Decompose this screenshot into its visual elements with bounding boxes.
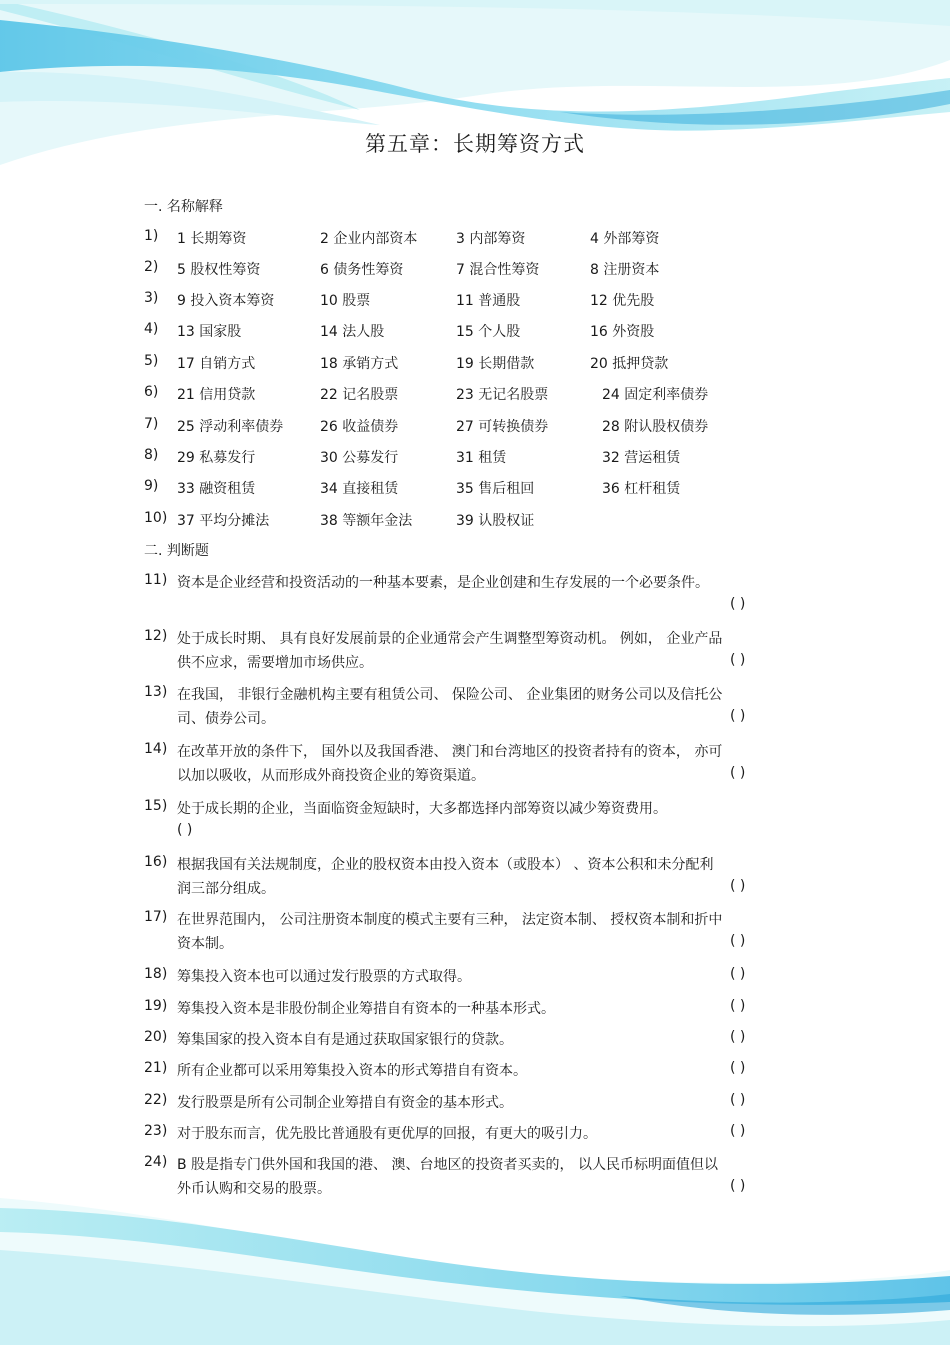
term-row-number: 9) [144,478,159,494]
question-number: 19) [144,998,168,1014]
term-item: 31 租赁 [456,450,507,466]
question-text-continued: 润三部分组成。 [177,881,275,897]
term-row [144,478,844,498]
term-item: 10 股票 [320,293,371,309]
question-text: 处于成长时期、 具有良好发展前景的企业通常会产生调整型筹资动机。 例如， 企业产品 [177,631,723,647]
term-row [144,259,844,279]
question-text-continued: 资本制。 [177,936,233,952]
term-row-number: 8) [144,447,159,463]
term-item: 25 浮动利率债券 [177,419,284,435]
question-number: 23) [144,1123,168,1139]
term-item: 26 收益债券 [320,419,399,435]
term-item: 6 债务性筹资 [320,262,404,278]
term-row-number: 2) [144,259,159,275]
term-item: 28 附认股权债券 [602,419,709,435]
term-row-number: 5) [144,353,159,369]
term-item: 16 外资股 [590,324,655,340]
question-text: 资本是企业经营和投资活动的一种基本要素，是企业创建和生存发展的一个必要条件。 [177,575,709,591]
answer-blank[interactable]: ( ) [730,1029,746,1045]
term-item: 32 营运租赁 [602,450,681,466]
question-text-continued: 司、债券公司。 [177,711,275,727]
term-item: 30 公募发行 [320,450,399,466]
term-item: 22 记名股票 [320,387,399,403]
question-text: 所有企业都可以采用筹集投入资本的形式筹措自有资本。 [177,1063,527,1079]
answer-blank[interactable]: ( ) [730,765,746,781]
question-number: 14) [144,741,168,757]
term-item: 4 外部筹资 [590,231,660,247]
question-text: 发行股票是所有公司制企业筹措自有资金的基本形式。 [177,1095,513,1111]
term-item: 3 内部筹资 [456,231,526,247]
term-item: 21 信用贷款 [177,387,256,403]
term-item: 24 固定利率债券 [602,387,709,403]
section-heading-judgment: 二. 判断题 [144,543,209,559]
term-item: 5 股权性筹资 [177,262,261,278]
question-number: 21) [144,1060,168,1076]
question-text: B 股是指专门供外国和我国的港、 澳、台地区的投资者买卖的， 以人民币标明面值但以 [177,1157,718,1173]
term-item: 35 售后租回 [456,481,535,497]
answer-blank[interactable]: ( ) [730,596,746,612]
answer-blank[interactable]: ( ) [730,708,746,724]
question-number: 17) [144,909,168,925]
term-item: 1 长期筹资 [177,231,247,247]
question-text: 在我国， 非银行金融机构主要有租赁公司、 保险公司、 企业集团的财务公司以及信托公 [177,687,723,703]
term-item: 8 注册资本 [590,262,660,278]
term-item: 27 可转换债券 [456,419,549,435]
question-text-continued: 外币认购和交易的股票。 [177,1181,331,1197]
term-row-number: 4) [144,321,159,337]
term-item: 18 承销方式 [320,356,399,372]
question-number: 18) [144,966,168,982]
term-row [144,290,844,310]
term-item: 33 融资租赁 [177,481,256,497]
question-text: 根据我国有关法规制度，企业的股权资本由投入资本（或股本） 、资本公积和未分配利 [177,857,714,873]
term-row-number: 7) [144,416,159,432]
answer-blank[interactable]: ( ) [730,1060,746,1076]
question-number: 20) [144,1029,168,1045]
term-item: 17 自销方式 [177,356,256,372]
term-item: 34 直接租赁 [320,481,399,497]
term-item: 12 优先股 [590,293,655,309]
term-row [144,510,844,530]
question-number: 22) [144,1092,168,1108]
term-item: 38 等额年金法 [320,513,413,529]
answer-blank[interactable]: ( ) [730,998,746,1014]
term-item: 9 投入资本筹资 [177,293,275,309]
question-text: 筹集国家的投入资本自有是通过获取国家银行的贷款。 [177,1032,513,1048]
term-item: 37 平均分摊法 [177,513,270,529]
question-text: 在改革开放的条件下， 国外以及我国香港、 澳门和台湾地区的投资者持有的资本， 亦可 [177,744,723,760]
term-item: 14 法人股 [320,324,385,340]
term-row-number: 1) [144,228,159,244]
answer-blank[interactable]: ( ) [730,966,746,982]
question-number: 24) [144,1154,168,1170]
question-text: 筹集投入资本是非股份制企业筹措自有资本的一种基本形式。 [177,1001,555,1017]
answer-blank[interactable]: ( ) [730,878,746,894]
question-text: 在世界范围内， 公司注册资本制度的模式主要有三种， 法定资本制、 授权资本制和折中 [177,912,723,928]
term-row [144,447,844,467]
term-row [144,321,844,341]
term-item: 19 长期借款 [456,356,535,372]
term-row-number: 6) [144,384,159,400]
term-row [144,416,844,436]
question-text-continued: 供不应求，需要增加市场供应。 [177,655,373,671]
question-text-continued: 以加以吸收，从而形成外商投资企业的筹资渠道。 [177,768,485,784]
term-item: 20 抵押贷款 [590,356,669,372]
question-number: 15) [144,798,168,814]
page-title: 第五章：长期筹资方式 [365,132,585,156]
term-row [144,384,844,404]
term-row [144,353,844,373]
answer-blank[interactable]: ( ) [730,1092,746,1108]
answer-blank[interactable]: ( ) [730,1123,746,1139]
term-row-number: 10) [144,510,168,526]
term-item: 29 私募发行 [177,450,256,466]
answer-blank[interactable]: ( ) [730,933,746,949]
term-item: 2 企业内部资本 [320,231,418,247]
term-item: 39 认股权证 [456,513,535,529]
question-text: 处于成长期的企业，当面临资金短缺时，大多都选择内部筹资以减少筹资费用。 [177,801,667,817]
question-number: 16) [144,854,168,870]
term-item: 11 普通股 [456,293,521,309]
question-number: 11) [144,572,168,588]
question-number: 12) [144,628,168,644]
term-item: 23 无记名股票 [456,387,549,403]
term-row-number: 3) [144,290,159,306]
question-text: 筹集投入资本也可以通过发行股票的方式取得。 [177,969,471,985]
term-row [144,228,844,248]
term-item: 36 杠杆租赁 [602,481,681,497]
question-text: 对于股东而言，优先股比普通股有更优厚的回报，有更大的吸引力。 [177,1126,597,1142]
term-item: 7 混合性筹资 [456,262,540,278]
question-text-continued: ( ) [177,822,193,838]
answer-blank[interactable]: ( ) [730,1178,746,1194]
term-item: 13 国家股 [177,324,242,340]
answer-blank[interactable]: ( ) [730,652,746,668]
section-heading-terms: 一. 名称解释 [144,199,223,215]
question-number: 13) [144,684,168,700]
term-item: 15 个人股 [456,324,521,340]
